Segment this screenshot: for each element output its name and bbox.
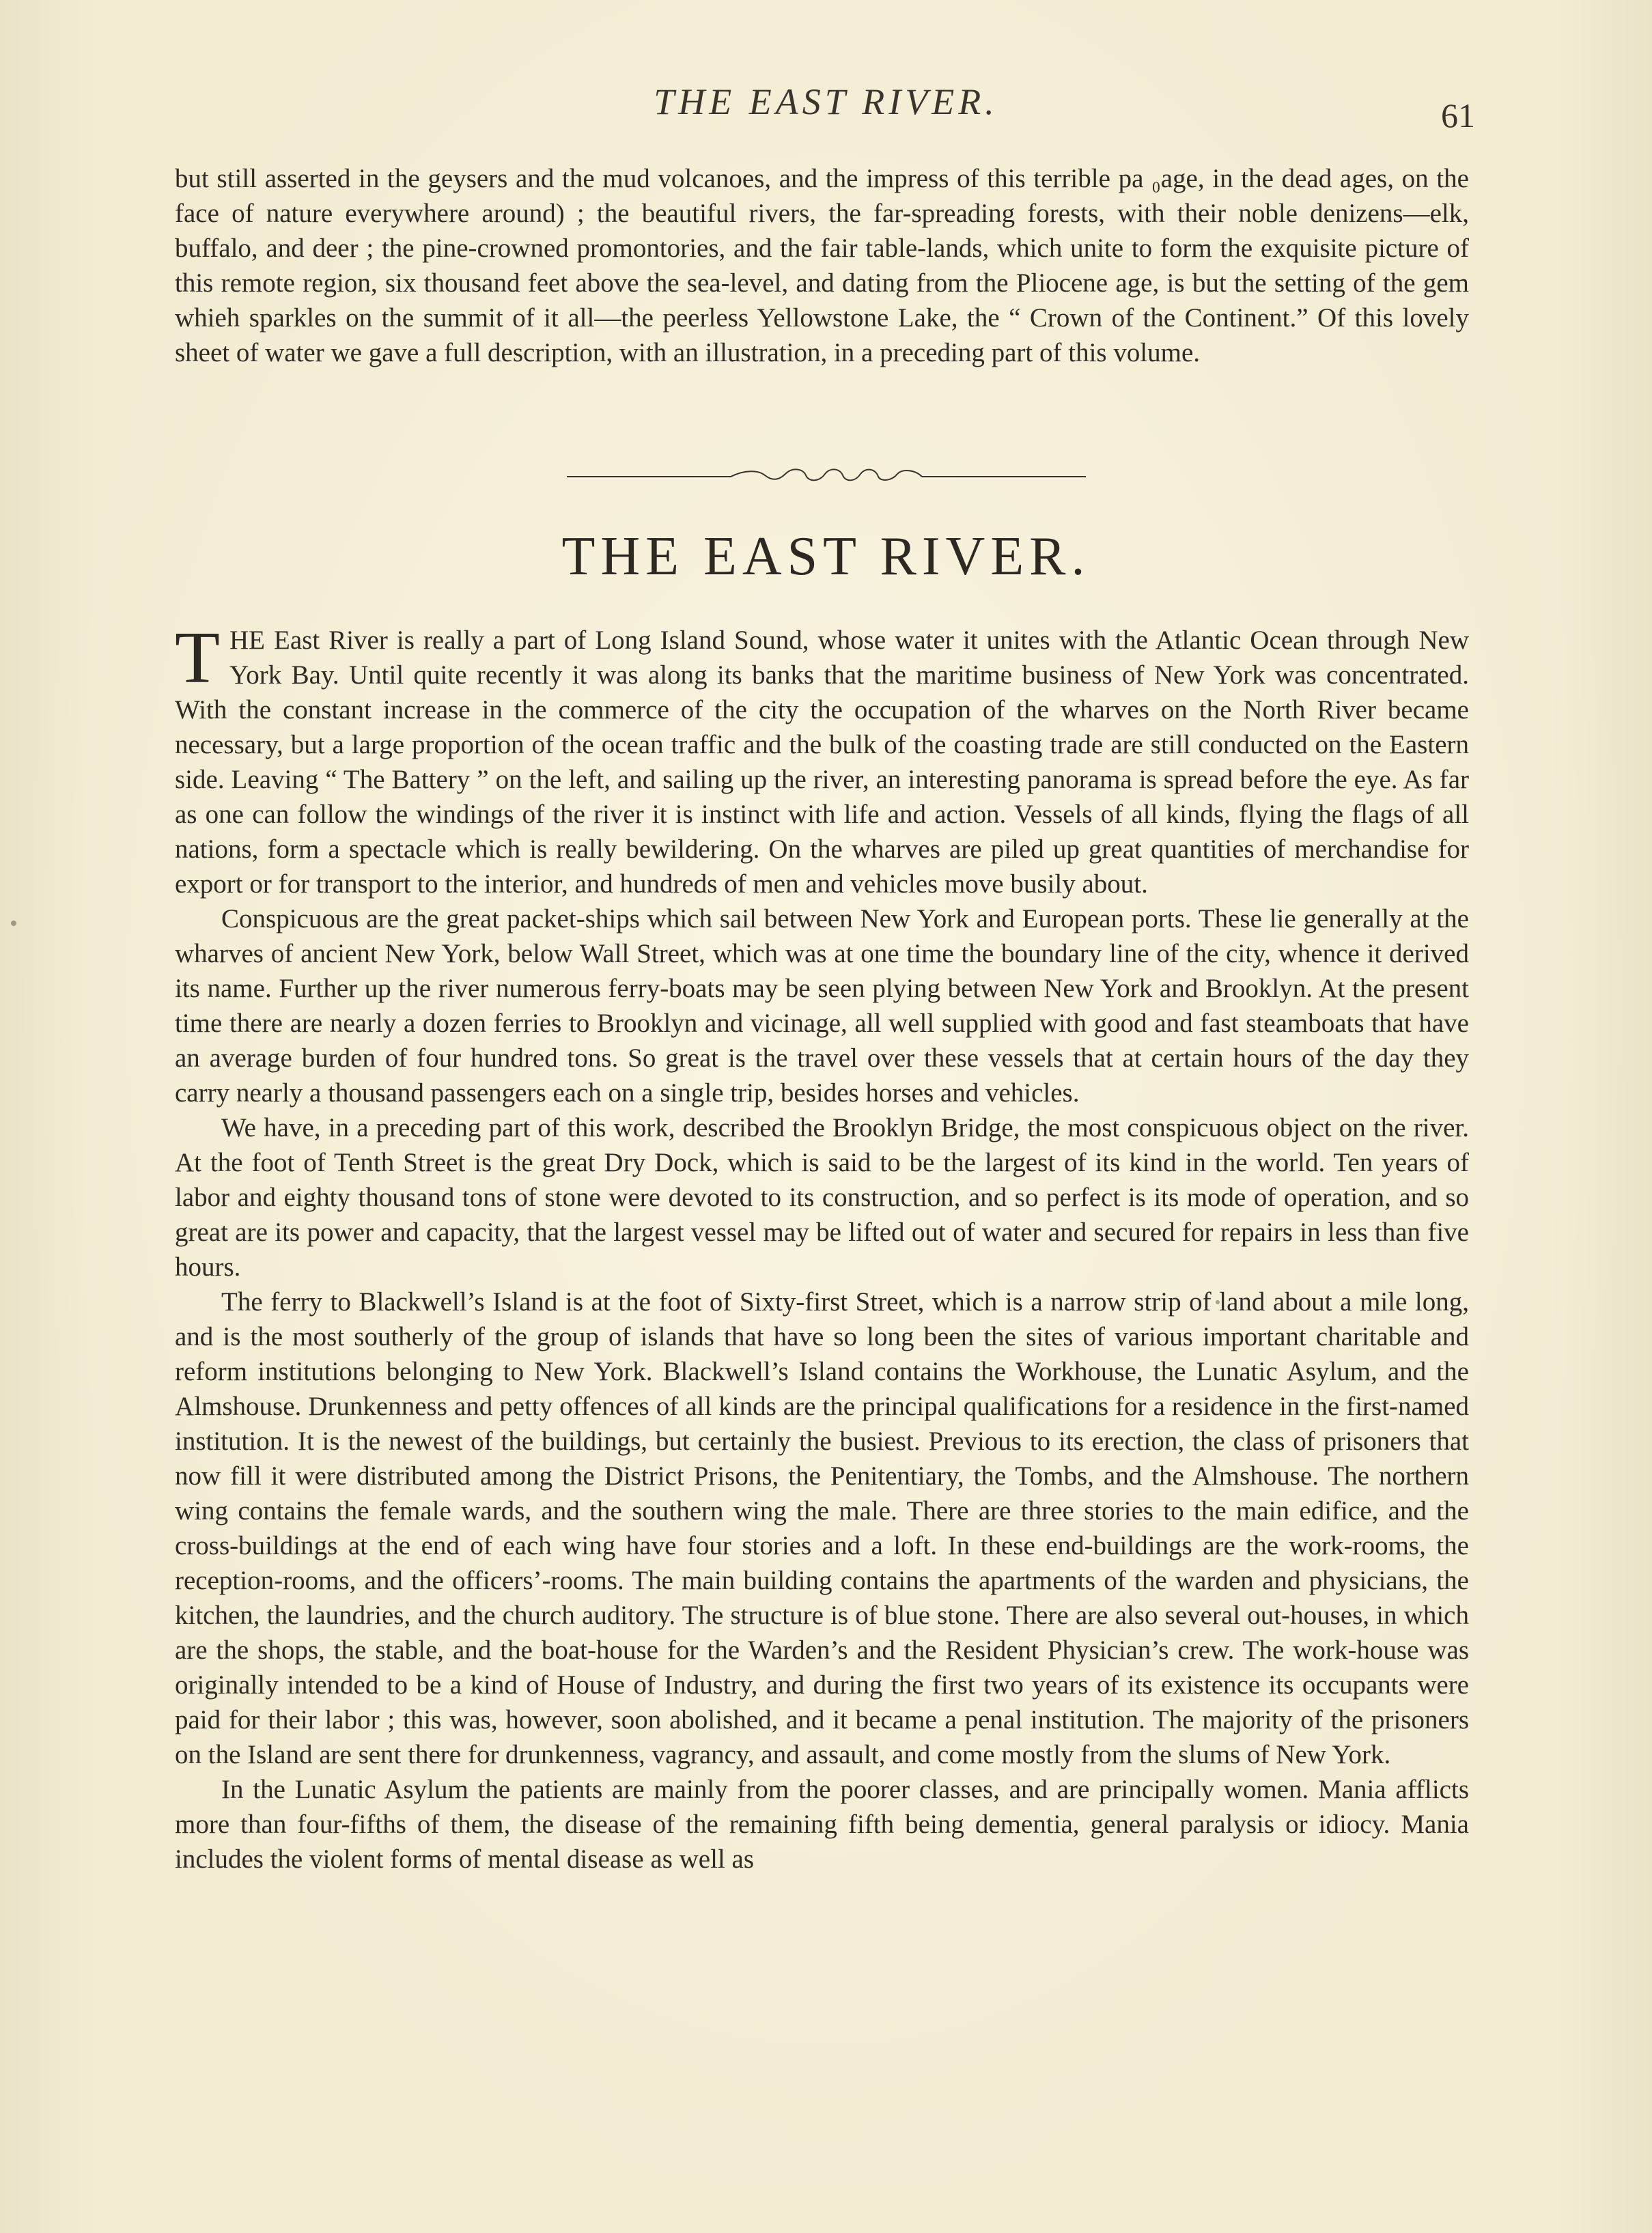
ornamental-divider: [560, 462, 1093, 489]
intro-text-block: [175, 161, 1469, 370]
article-body: [175, 617, 1469, 1877]
paragraph-3: We have, in a preceding part of this work, described the Brooklyn Bridge, the most conspicuous object on the river. At the foot of Tenth Street is the great Dry Dock, which is said to be the largest of its kind in the world. Ten years of labor and eighty thousand tons of stone were devoted to its construction, and so perfect is its mode of operation, and so great are its power and capacity, that the largest vessel may be lifted out of water and secured for repairs in less than five hours.: [175, 1113, 1469, 1282]
running-head: THE EAST RIVER.: [654, 81, 998, 122]
paper-speck: [11, 921, 16, 926]
intro-paragraph: but still asserted in the geysers and the mud volcanoes, and the impress of this terrible pa ₀age, in the dead ages, on the face of nature everywhere around) ; the beautiful rivers, the far-spreading forests, with their noble denizens—elk, buffalo, and deer ; the pine-crowned promontories, and the fair table-lands, which unite to form the exquisite picture of this remote region, six thousand feet above the sea-level, and dating from the Pliocene age, is but the setting of the gem whieh sparkles on the summit of it all—the peerless Yellowstone Lake, the “ Crown of the Continent.” Of this lovely sheet of water we gave a full description, with an illustration, in a preceding part of this volume.: [175, 164, 1469, 367]
paragraph-2: Conspicuous are the great packet-ships which sail between New York and European ports. These lie generally at the wharves of ancient New York, below Wall Street, which was at one time the boundary line of the city, whence it derived its name. Further up the river numerous ferry-boats may be seen plying between New York and Brooklyn. At the present time there are nearly a dozen ferries to Brooklyn and vicinage, all well supplied with good and fast steamboats that have an average burden of four hundred tons. So great is the travel over these vessels that at certain hours of the day they carry nearly a thousand passengers each on a single trip, besides horses and vehicles.: [175, 904, 1469, 1108]
paragraph-1-text: HE East River is really a part of Long Island Sound, whose water it unites with the Atlantic Ocean through New York Bay. Until quite recently it was along its banks that the maritime business of New York was concentrated. With the constant increase in the commerce of the city the occupation of the wharves on the North River became necessary, but a large proportion of the ocean traffic and the bulk of the coasting trade are still conducted on the Eastern side. Leaving “ The Battery ” on the left, and sailing up the river, an interesting panorama is spread before the eye. As far as one can follow the windings of the river it is instinct with life and action. Vessels of all kinds, flying the flags of all nations, form a spectacle which is really bewildering. On the wharves are piled up great quantities of merchandise for export or for transport to the interior, and hundreds of men and vehicles move busily about.: [175, 626, 1469, 899]
paper-speck: [1216, 1300, 1220, 1304]
paragraph-4: The ferry to Blackwell’s Island is at the foot of Sixty-first Street, which is a narrow strip of land about a mile long, and is the most southerly of the group of islands that have so long been the sites of various important charitable and reform institutions belonging to New York. Blackwell’s Island contains the Workhouse, the Lunatic Asylum, and the Almshouse. Drunkenness and petty offences of all kinds are the principal qualifications for a residence in the first-named institution. It is the newest of the buildings, but certainly the busiest. Previous to its erection, the class of prisoners that now fill it were distributed among the District Prisons, the Penitentiary, the Tombs, and the Almshouse. The northern wing contains the female wards, and the southern wing the male. There are three stories to the main edifice, and the cross-buildings at the end of each wing have four stories and a loft. In these end-buildings are the work-rooms, the reception-rooms, and the officers’-rooms. The main building contains the apartments of the warden and physicians, the kitchen, the laundries, and the church auditory. The structure is of blue stone. There are also several out-houses, in which are the shops, the stable, and the boat-house for the Warden’s and the Resident Physician’s crew. The work-house was originally intended to be a kind of House of Industry, and during the first two years of its existence its occupants were paid for their labor ; this was, however, soon abolished, and it became a penal institution. The majority of the prisoners on the Island are sent there for drunkenness, vagrancy, and assault, and come mostly from the slums of New York.: [175, 1287, 1469, 1769]
drop-cap: T: [175, 617, 220, 699]
section-title: THE EAST RIVER.: [561, 526, 1091, 587]
page-number: 61: [1441, 96, 1475, 135]
paragraph-5: In the Lunatic Asylum the patients are mainly from the poorer classes, and are principally women. Mania afflicts more than four-fifths of them, the disease of the remaining fifth being dementia, general paralysis or idiocy. Mania includes the violent forms of mental disease as well as: [175, 1775, 1469, 1874]
paragraph-1: [175, 617, 1469, 901]
